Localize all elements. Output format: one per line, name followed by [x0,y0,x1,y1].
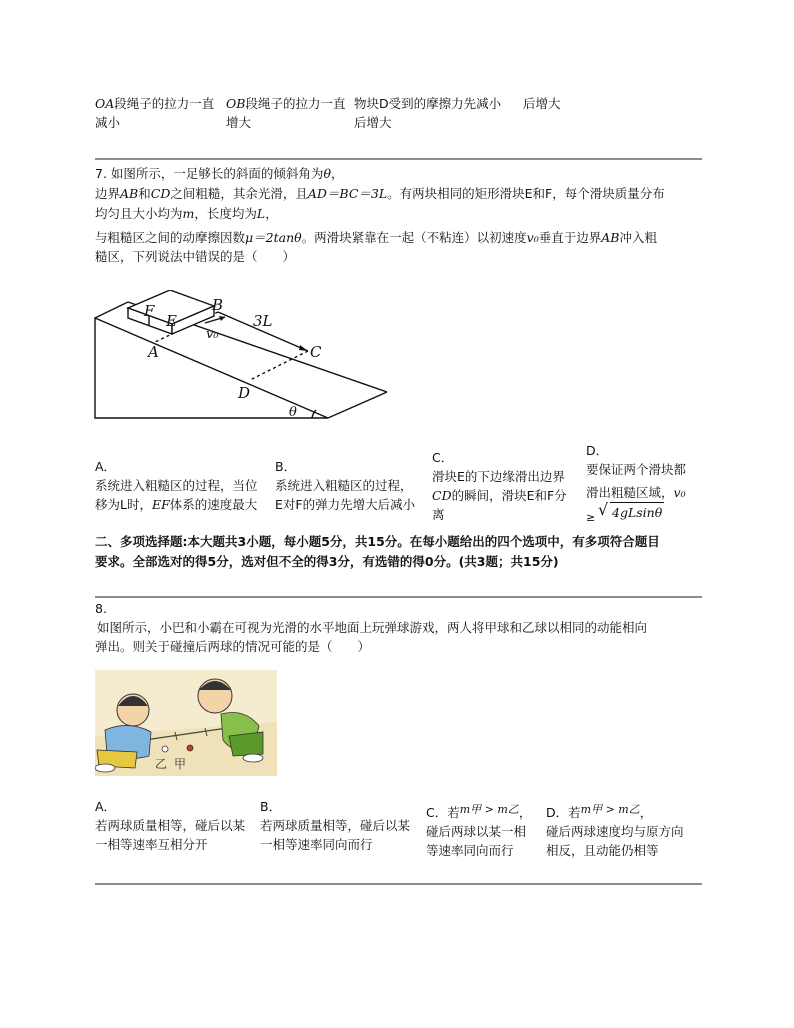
section-heading: 二、多项选择题:本大题共3小题，每小题5分，共15分。在每小题给出的四个选项中，有多项符合题目 [95,534,660,549]
q7-option-c[interactable]: C． 滑块E的下边缘滑出边界 CD的瞬间，滑块E和F分 离 [432,450,567,522]
label-a: A [148,343,159,361]
q8-option-a[interactable]: A． 若两球质量相等，碰后以某 一相等速率互相分开 [95,799,246,852]
label-theta: θ [289,405,297,420]
label-e: E [166,312,177,330]
incline-top-edge [95,302,128,318]
label-jia: 甲 [174,757,187,771]
boundary-cd [250,351,308,380]
prev-option-a-cont: 减小 [95,115,121,130]
q7-line4: 与粗糙区之间的动摩擦因数μ＝2tanθ。两滑块紧靠在一起（不粘连）以初速度v₀垂直于边界AB冲入粗 [95,230,657,245]
label-d: D [238,384,251,402]
sqrt-icon: √ [598,500,609,519]
divider [95,596,702,598]
prev-option-b: OB段绳子的拉力一直 [226,96,346,111]
arrowhead-c [299,345,308,351]
q7-line5: 糙区，下列说法中错误的是（ ） [95,249,296,264]
q8-option-b[interactable]: B． 若两球质量相等，碰后以某 一相等速率同向而行 [260,799,411,852]
label-b: B [212,296,224,314]
label-yi: 乙 [155,757,168,771]
label-c: C [310,343,322,361]
incline-figure [90,290,390,425]
divider [95,158,702,160]
q8-number: 8. [95,601,107,616]
q7-option-d[interactable]: D． 要保证两个滑块都 滑出粗糙区域，v₀ ≥ √ 4gLsinθ [586,443,687,524]
label-3l: 3L [253,312,273,330]
q8-option-d[interactable]: D．若m甲 > m乙， 碰后两球速度均与原方向 相反，且动能仍相等 [546,803,684,858]
prev-option-d: 后增大 [523,96,561,111]
q7-line1: 7. 如图所示，一足够长的斜面的倾斜角为θ， [95,166,344,181]
label-v0: v₀ [206,327,219,342]
q7-option-a[interactable]: A． 系统进入粗糙区的过程，当位 移为L时，EF体系的速度最大 [95,459,258,512]
q8-line2: 弹出。则关于碰撞后两球的情况可能的是（ ） [95,639,371,654]
q8-option-c[interactable]: C．若m甲 > m乙， 碰后两球以某一相 等速率同向而行 [426,803,532,858]
prev-option-c: 物块D受到的摩擦力先减小 [354,96,502,111]
q7-line3: 均匀且大小均为m，长度均为L， [95,206,278,221]
q7-option-b[interactable]: B． 系统进入粗糙区的过程， E对F的弹力先增大后减小 [275,459,416,512]
prev-option-c-cont: 后增大 [354,115,392,130]
q8-line1: 如图所示，小巴和小霸在可视为光滑的水平地面上玩弹球游戏，两人将甲球和乙球以相同的动能相向 [97,620,648,635]
q7-line2: 边界AB和CD之间粗糙，其余光滑，且AD＝BC＝3L。有两块相同的矩形滑块E和F，每个滑块质量分布 [95,186,665,201]
divider [95,883,702,885]
label-f: F [144,302,155,320]
prev-option-b-cont: 增大 [226,115,252,130]
section-heading-cont: 要求。全部选对的得5分，选对但不全的得3分，有选错的得0分。(共3题；共15分) [95,554,559,569]
prev-option-a: OA段绳子的拉力一直 [95,96,215,111]
marbles-illustration [95,670,277,776]
incline-bottom-edge [328,392,387,418]
